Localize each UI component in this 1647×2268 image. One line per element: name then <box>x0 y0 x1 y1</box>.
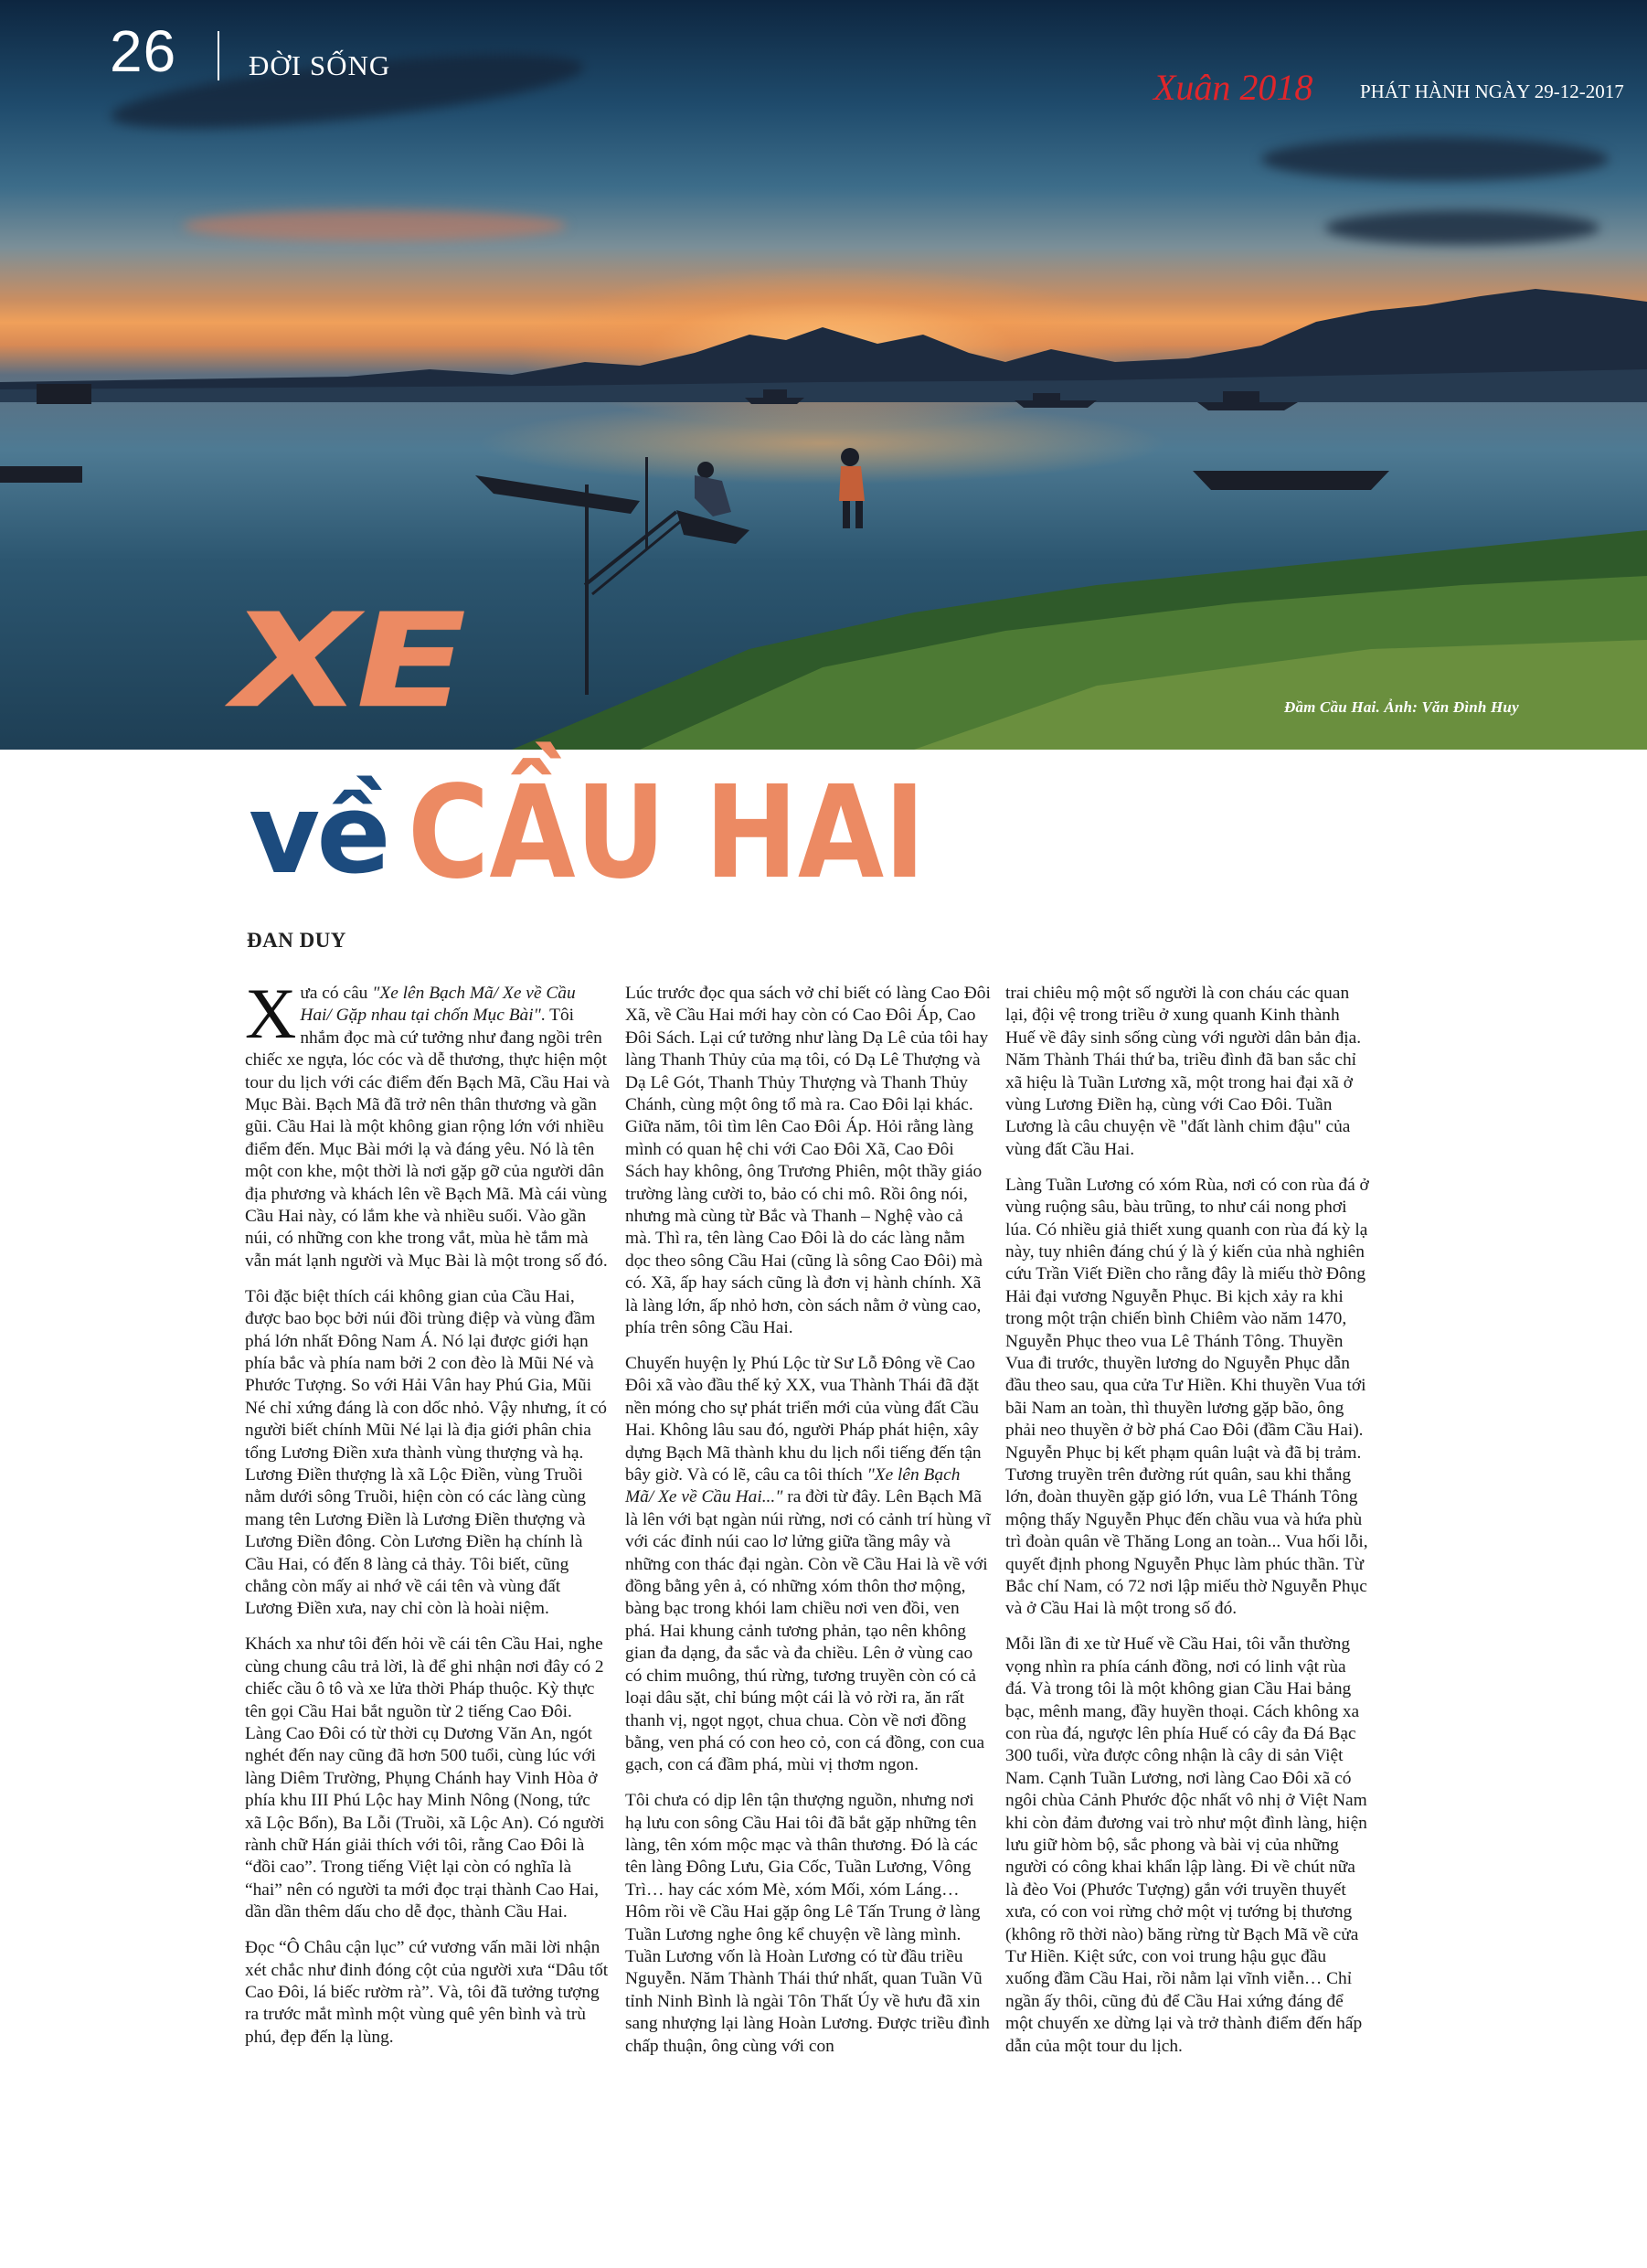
header-divider <box>218 31 219 80</box>
paragraph: trai chiêu mộ một số người là con cháu các quan lại, đội vệ trong triều ở xung quanh Kinh thành Huế về đây sinh sống cùng với người dân bản địa. Năm Thành Thái thứ ba, triều đình đã ban sắc chỉ xã hiệu là Tuần Lương xã, một trong hai đại xã ở vùng Lương Điền hạ, cùng với Cao Đôi. Tuần Lương là câu chuyện về "đất lành chim đậu" của vùng đất Cầu Hai. <box>1005 984 1362 1159</box>
paragraph: Làng Tuần Lương có xóm Rùa, nơi có con rùa đá ở vùng ruộng sâu, bàu trũng, to như cái nong phơi lúa. Có nhiều giả thiết xung quanh con rùa đá kỳ lạ này, tuy nhiên đáng chú ý là ý kiến của nhà nghiên cứu Trần Viết Điền cho rằng đây là miếu thờ Đông Hải đại vương Nguyễn Phục. Bi kịch xảy ra khi trong một trận chiến bình Chiêm vào năm 1470, Nguyễn Phục theo vua Lê Thánh Tông. Thuyền Vua đi trước, thuyền lương do Nguyễn Phục dẫn đầu theo sau, qua cửa Tư Hiền. Khi thuyền Vua tới bãi Nam an toàn, thì thuyền lương gặp bão, ông phải neo thuyền ở bờ phá Cao Đôi (đầm Cầu Hai). Nguyễn Phục bị kết phạm quân luật và đã bị trảm. Tương truyền trên đường rút quân, sau khi thắng lớn, đoàn thuyền gặp gió lớn, vua Lê Thánh Tông mộng thấy Nguyễn Phục đến chầu vua và hứa phù trì đoàn quân về Thăng Long an toàn... Vua hối lỗi, quyết định phong Nguyễn Phục làm phúc thần. Từ Bắc chí Nam, có 72 nơi lập miếu thờ Nguyễn Phục và ở Cầu Hai là một trong số đó. <box>1005 1175 1369 1619</box>
title-cau-hai: CẦU HAI <box>408 759 926 908</box>
paragraph: Đọc “Ô Châu cận lục” cứ vương vấn mãi lời nhận xét chắc như đinh đóng cột của người xưa “Dâu tốt Cao Đôi, lá biếc rườm rà”. Và, tôi đã tưởng tượng ra trước mắt mình một vùng quê yên bình và trù phú, đẹp đến lạ lùng. <box>245 1938 609 2047</box>
page-number: 26 <box>110 18 177 84</box>
section-name: ĐỜI SỐNG <box>249 49 391 81</box>
article-column-2 <box>625 983 991 2071</box>
title-ve: về <box>249 772 388 899</box>
paragraph: Lúc trước đọc qua sách vở chỉ biết có làng Cao Đôi Xã, về Cầu Hai mới hay còn có Cao Đôi Áp, Cao Đôi Sách. Lại cứ tưởng như làng Dạ Lê của tôi hay làng Thanh Thủy của mạ tôi, có Dạ Lê Thượng và Dạ Lê Gót, Thanh Thủy Thượng và Thanh Thủy Chánh, cùng một ông tổ mà ra. Cao Đôi lại khác. Giữa năm, tôi tìm lên Cao Đôi Áp. Hỏi rằng làng mình có quan hệ chi với Cao Đôi Xã, Cao Đôi Sách hay không, ông Trương Phiên, một thầy giáo trường làng cười to, bảo có chi mô. Rồi ông nói, nhưng mà cùng từ Bắc và Thanh – Nghệ vào cả mà. Thì ra, tên làng Cao Đôi là do các làng nằm dọc theo sông Cầu Hai (cũng là sông Cao Đôi) mà có. Xã, ấp hay sách cũng là đơn vị hành chính. Xã là làng lớn, ấp nhỏ hơn, còn sách nằm ở vùng cao, phía trên sông Cầu Hai. <box>625 984 991 1338</box>
author-byline: ĐAN DUY <box>247 929 346 952</box>
paragraph: Tôi chưa có dịp lên tận thượng nguồn, nhưng nơi hạ lưu con sông Cầu Hai tôi đã bắt gặp những tên làng, tên xóm mộc mạc và thân thương. Đó là các tên làng Đông Lưu, Gia Cốc, Tuần Lương, Vông Trì… hay các xóm Mè, xóm Mối, xóm Láng… Hôm rồi về Cầu Hai gặp ông Lê Tấn Trung ở làng Tuần Lương nghe ông kể chuyện về làng mình. Tuần Lương vốn là Hoàn Lương có từ đầu triều Nguyễn. Năm Thành Thái thứ nhất, quan Tuần Vũ tỉnh Ninh Bình là ngài Tôn Thất Úy về hưu đã xin sang nhượng lại làng Hoàn Lương. Được triều đình chấp thuận, ông cùng với con <box>625 1791 990 2056</box>
folk-verse-quote: "Xe lên Bạch Mã/ Xe về Cầu Hai..." <box>625 1465 961 1507</box>
paragraph-text: Chuyến huyện lỵ Phú Lộc từ Sư Lỗ Đông về Cao Đôi xã vào đầu thế kỷ XX, vua Thành Thái đã đặt nền móng cho sự phát triển mới của vùng đất Cầu Hai. Không lâu sau đó, người Pháp phát hiện, xây dựng Bạch Mã thành khu du lịch nổi tiếng đến tận bây giờ. Và có lẽ, câu ca tôi thích <box>625 1354 982 1485</box>
photo-caption: Đầm Cầu Hai. Ảnh: Văn Đình Huy <box>1284 698 1519 716</box>
paragraph-text: ưa có câu <box>300 984 373 1003</box>
paragraph: Tôi đặc biệt thích cái không gian của Cầu Hai, được bao bọc bởi núi đồi trùng điệp và vùng đầm phá lớn nhất Đông Nam Á. Nó lại được giới hạn phía bắc và phía nam bởi 2 con đèo là Mũi Né và Phước Tượng. So với Hải Vân hay Phú Gia, Mũi Né chỉ xứng đáng là con dốc nhỏ. Vậy nhưng, ít có người biết chính Mũi Né lại là địa giới phân chia tổng Lương Điền xưa thành vùng thượng và hạ. Lương Điền thượng là xã Lộc Điền, vùng Truồi nằm dưới sông Truồi, hiện còn có các làng cùng mang tên Lương Điền là Lương Điền thượng và Lương Điền đông. Còn Lương Điền hạ chính là Cầu Hai, có đến 8 làng cả thảy. Tôi biết, cũng chẳng còn mấy ai nhớ về cái tên và vùng đất Lương Điền xưa, nay chỉ còn là hoài niệm. <box>245 1286 608 1619</box>
issue-date: PHÁT HÀNH NGÀY 29-12-2017 <box>1360 80 1624 102</box>
paragraph <box>625 1353 991 1777</box>
article-column-3 <box>1005 983 1371 2071</box>
paragraph-text: ra đời từ đây. Lên Bạch Mã là lên với bạt ngàn núi rừng, nơi có cảnh trí hùng vĩ với các đỉnh núi cao lơ lửng giữa tầng mây và những con thác đại ngàn. Còn về Cầu Hai là về với đồng bằng yên ả, có những xóm thôn thơ mộng, bàng bạc trong khói lam chiều nơi ven đồi, ven phá. Hai khung cảnh tương phản, tạo nên không gian đa dạng, đa sắc và đa chiều. Lên ở vùng cao có chim muông, thú rừng, tương truyền còn có cả loại dâu sặt, chỉ búng một cái là vỏ rời ra, ăn rất thanh vị, ngọt ngọt, chua chua. Còn về nơi đồng bằng, ven phá có con heo cỏ, con cá đồng, con cua gạch, con cá đầm phá, mùi vị thơm ngon. <box>625 1487 991 1775</box>
title-xe: XE <box>215 585 479 737</box>
paragraph: Mỗi lần đi xe từ Huế về Cầu Hai, tôi vẫn thường vọng nhìn ra phía cánh đồng, nơi có linh vật rùa đá. Và trong tôi là một không gian Cầu Hai bảng bạc, mênh mang, đầy huyền thoại. Cách không xa con rùa đá, ngược lên phía Huế có cây đa Đá Bạc 300 tuổi, vừa được công nhận là cây di sản Việt Nam. Cạnh Tuần Lương, nơi làng Cao Đôi xã có ngôi chùa Cảnh Phước độc nhất vô nhị ở Việt Nam khi còn đảm đương vai trò như một đình làng, hiện lưu giữ hòm bộ, sắc phong và bài vị của những người có công khai khẩn lập làng. Đi về chút nữa là đèo Voi (Phước Tượng) gắn với truyền thuyết xưa, có con voi rừng chở một vị tướng bị thương (không rõ thời nào) băng rừng từ Bạch Mã về cửa Tư Hiền. Kiệt sức, con voi trung hậu gục đầu xuống đầm Cầu Hai, rồi nằm lại vĩnh viễn… Chỉ ngần ấy thôi, cũng đủ để Cầu Hai xứng đáng để một chuyến xe dừng lại và trở thành điểm đến hấp dẫn của một tour du lịch. <box>1005 1634 1367 2056</box>
drop-cap: X <box>245 974 297 1053</box>
paragraph-text: . Tôi nhắm đọc mà cứ tưởng như đang ngồi trên chiếc xe ngựa, lóc cóc và dễ thương, thực hiện một tour du lịch với các điểm đến Bạch Mã, Cầu Hai và Mục Bài. Bạch Mã đã trở nên thân thương và gần gũi. Cầu Hai là một không gian rộng lớn với nhiều điểm đến. Mục Bài mới lạ và đáng yêu. Nó là tên một con khe, một thời là nơi gặp gỡ của người dân địa phương và khách lên về Bạch Mã. Mà cái vùng Cầu Hai này, có lắm khe và nhiều suối. Vào gần núi, có những con khe trong vắt, mùa hè tắm mà vẫn mát lạnh người và Mục Bài là một trong số đó. <box>245 1006 611 1271</box>
paragraph <box>245 974 611 1272</box>
folk-verse-quote: "Xe lên Bạch Mã/ Xe về Cầu Hai/ Gặp nhau tại chốn Mục Bài" <box>300 984 576 1026</box>
paragraph: Khách xa như tôi đến hỏi về cái tên Cầu Hai, nghe cùng chung câu trả lời, là để ghi nhận nơi đây có 2 chiếc cầu ô tô và xe lửa thời Pháp thuộc. Kỳ thực tên gọi Cầu Hai bắt nguồn từ 2 tiếng Cao Đôi. Làng Cao Đôi có từ thời cụ Dương Văn An, ngót nghét đến nay cũng đã hơn 500 tuổi, cùng lúc với làng Diêm Trường, Phụng Chánh hay Vinh Hòa ở phía khu III Phú Lộc hay Minh Nông (Nong, tức xã Lộc Bổn), Ba Lỗi (Truồi, xã Lộc An). Có người rành chữ Hán giải thích với tôi, rằng Cao Đôi là “đồi cao”. Trong tiếng Việt lại còn có nghĩa là “hai” nên có người ta mới đọc trại thành Cao Hai, dần dần thêm dấu cho dễ đọc, thành Cầu Hai. <box>245 1634 605 1922</box>
article-column-1 <box>245 974 611 2062</box>
issue-brand: Xuân 2018 <box>1153 67 1313 108</box>
